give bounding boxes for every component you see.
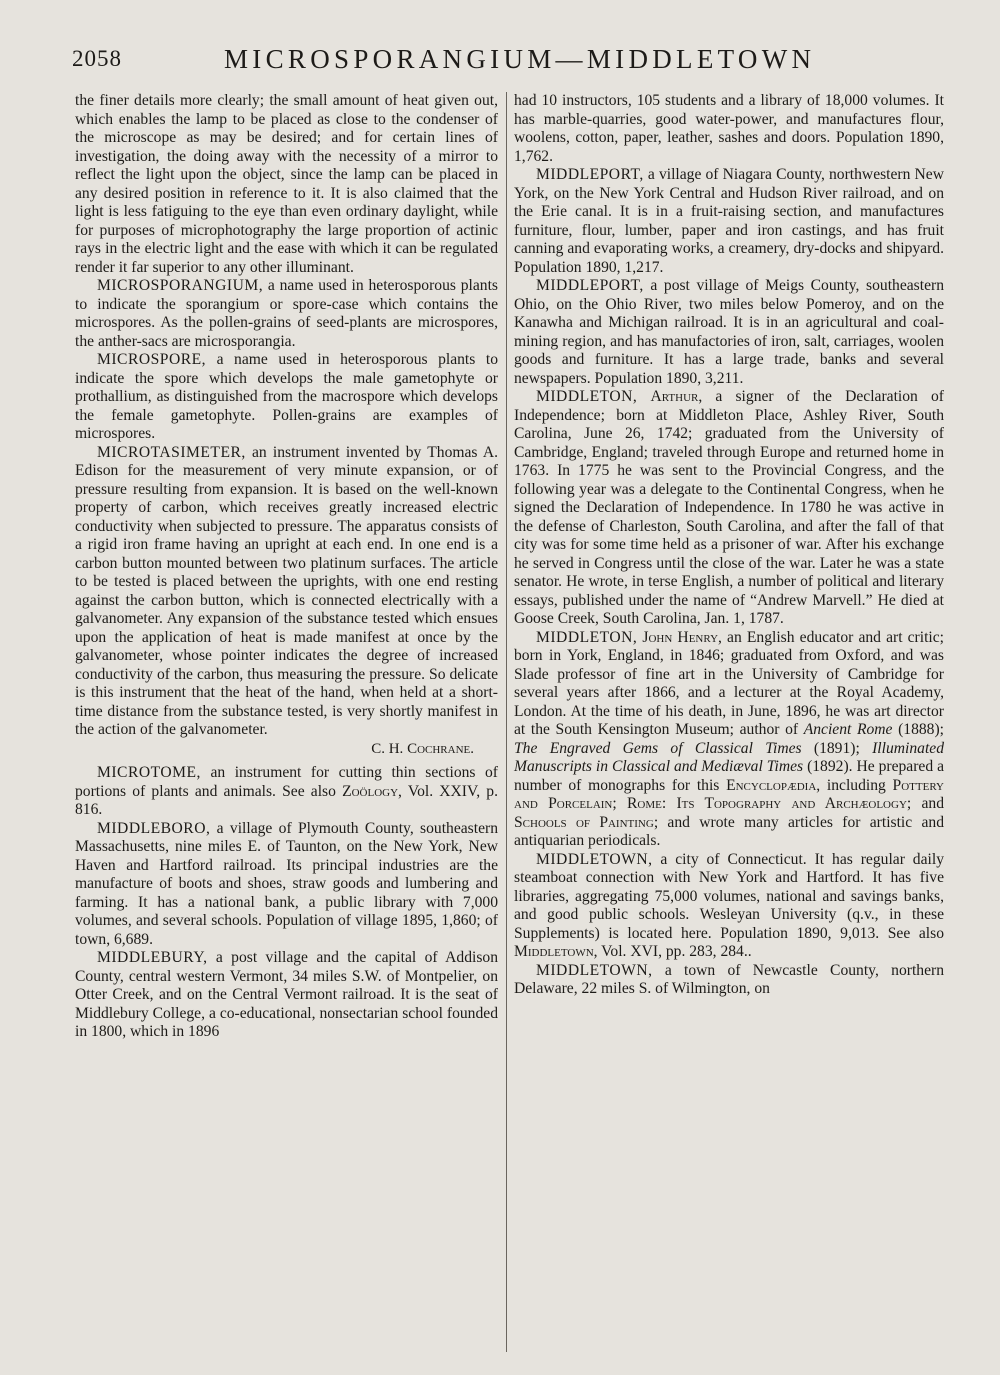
entry-text: ; and: [906, 795, 945, 812]
entry-text: (1891);: [801, 739, 873, 757]
entry-middleton-john-henry: [514, 629, 944, 851]
entry-microsporangium: [75, 277, 498, 351]
entry-headword: MIDDLETON,: [536, 628, 638, 646]
entry-text: a post village of Meigs County, southeastern Ohio, on the Ohio River, two miles below Pomeroy, and on the Kanawha and Michigan railroad. It is in an agricultural and coal-mining region, and has manufactories of iron, salt, carriages, woolen goods and furniture. It has a large trade, banks and several newspapers. Population 1890, 3,211.: [514, 277, 944, 387]
page-header: [72, 44, 952, 80]
entry-text: , a signer of the Declaration of Independence; born at Middleton Place, Ashley River, South Carolina, June 26, 1742; graduated from the University of Cambridge, England; traveled through Europe and returned home in 1763. In 1775 he was sent to the Provincial Congress, and the following year was a delegate to the Continental Congress, when he signed the Declaration of Independence. In 1780 he was active in the defense of Charleston, South Carolina, and after the fall of that city was for some time held as a prisoner of war. After his exchange he served in Congress until the close of the war. Later he was a state senator. He wrote, in terse English, a number of political and literary essays, published under the name of “Andrew Marvell.” He died at Goose Creek, South Carolina, Jan. 1, 1787.: [514, 388, 944, 627]
entry-headword: MIDDLEBURY,: [97, 949, 208, 966]
entry-middleport-ny: [514, 166, 944, 277]
entry-person-name: John Henry: [642, 628, 719, 646]
left-column: [75, 92, 498, 1042]
author-signature: [75, 740, 474, 759]
work-title: Ancient Rome: [803, 721, 893, 738]
cross-reference: Schools of Painting: [514, 813, 654, 831]
entry-text: an instrument for cutting thin sections of portions of plants and animals. See also: [75, 764, 498, 800]
entry-text: a town of Newcastle County, northern Delaware, 22 miles S. of Wilmington, on: [514, 961, 944, 997]
entry-headword: MIDDLETON,: [536, 388, 638, 405]
right-column: [514, 92, 944, 999]
entry-middleport-oh: [514, 277, 944, 388]
entry-text: a post village and the capital of Addison County, central western Vermont, 34 miles S.W. of Montpelier, on Otter Creek, and on the Central Vermont railroad. It is the seat of Middlebury College, a co-educational, nonsectarian school founded in 1800, which in 1896: [75, 949, 498, 1040]
entry-headword: MIDDLEPORT,: [536, 277, 644, 294]
paragraph-continuation: had 10 instructors, 105 students and a library of 18,000 volumes. It has marble-quarries, good water-power, and manufactures flour, woolens, cotton, paper, leather, sashes and doors. Population 1890, 1,762.: [514, 92, 944, 165]
entry-middlebury: [75, 949, 498, 1042]
entry-middletown-ct: [514, 851, 944, 962]
entry-text: a village of Plymouth County, southeastern Massachusetts, nine miles E. of Taunton, on the New York, New Haven and Hartford railroad. Its principal industries are the manufacture of boots and shoes, straw goods and lumbering and farming. It has a national bank, a public library with 7,000 volumes, and several schools. Population of village 1895, 1,860; of town, 6,689.: [75, 819, 498, 948]
entry-text: , Vol. XVI, pp. 283, 284..: [593, 943, 752, 960]
entry-headword: MICROTASIMETER,: [97, 443, 246, 461]
entry-microspore: [75, 351, 498, 444]
entry-text: a name used in heterosporous plants to indicate the spore which develops the male gametophyte or prothallium, as distinguished from the macrospore which develops the female gametophyte. Pollen-grains are examples of microspores.: [75, 351, 498, 442]
entry-text: ;: [612, 795, 627, 812]
entry-middletown-de: [514, 962, 944, 999]
paragraph-continuation: the finer details more clearly; the small amount of heat given out, which enables the lamp to be placed as close to the condenser of the microscope as may be desired; and for certain lines of investigation, the doing away with the necessity of a mirror to reflect the light upon the object, since the lamp can be placed in any desired position in reference to it. It is also claimed that the light is less fatiguing to the eye than even ordinary daylight, while for purposes of microphotography the large proportion of actinic rays in the electric light and the ease with which it can be regulated render it far superior to any other illuminant.: [75, 92, 498, 276]
entry-text: (1892). He prepared a number of monographs for this: [514, 758, 944, 794]
column-divider: [506, 92, 507, 1352]
entry-headword: MIDDLETOWN,: [536, 850, 653, 868]
entry-text: a name used in heterosporous plants to indicate the sporangium or spore-case which contains the microspores. As the pollen-grains of seed-plants are microspores, the anther-sacs are microsporangia.: [75, 277, 498, 350]
entry-text: , including: [816, 776, 893, 794]
entry-middleton-arthur: [514, 388, 944, 629]
entry-headword: MICROTOME,: [97, 764, 201, 781]
work-title: The Engraved Gems of Classical Times: [514, 739, 802, 757]
entry-text: a city of Connecticut. It has regular daily steamboat connection with New York and Hartford. It has five libraries, aggregating 75,000 volumes, national and savings banks, and good public schools. Wesleyan University (q.v., in these Supplements) is located here. Population 1890, 9,013. See also: [514, 850, 944, 942]
signature-surname: Cochrane.: [407, 740, 474, 757]
running-title: MICROSPORANGIUM—MIDDLETOWN: [224, 44, 816, 74]
entry-text: , an English educator and art critic; born in York, England, in 1846; graduated from Oxford, and was Slade professor of fine art in the University of Cambridge for several years after 1866, and a lecturer at the Royal Academy, London. At the time of his death, in June, 1896, he was art director at the South Kensington Museum; author of: [514, 628, 944, 738]
entry-text: an instrument invented by Thomas A. Edison for the measurement of very minute expansion, or of pressure resulting from expansion. It is based on the well-known property of carbon, which receives greatly increased electric conductivity when subjected to pressure. The apparatus consists of a rigid iron frame having an upright at each end. In one end is a carbon button mounted between two platinum surfaces. The article to be tested is placed between the uprights, with one end resting against the carbon button, which is connected electrically with a galvanometer. Any expansion of the substance tested which ensues upon the application of heat is made manifest at once by the galvanometer, whose pointer indicates the degree of increased conductivity of the carbon, thus measuring the pressure. So delicate is this instrument that the heat of the hand, when held at a short-time distance from the substance tested, is very shortly manifest in the action of the galvanometer.: [75, 443, 498, 738]
entry-text: , Vol. XXIV, p. 816.: [75, 782, 498, 818]
entry-middleboro: [75, 820, 498, 950]
cross-reference: Rome: Its Topography and Archæology: [627, 795, 907, 812]
page-number: 2058: [72, 46, 122, 71]
entry-headword: MICROSPORANGIUM,: [97, 277, 264, 294]
entry-microtasimeter: [75, 444, 498, 740]
entry-person-name: Arthur: [650, 388, 699, 405]
work-title: Illuminated Manuscripts in Classical and Mediæval Times: [514, 739, 945, 775]
entry-headword: MICROSPORE,: [97, 351, 207, 368]
entry-text: a village of Niagara County, northwestern New York, on the New York Central and Hudson River railroad, and on the Erie canal. It is in a fruit-raising section, and manufactures furniture, flour, lumber, paper and iron castings, and has fruit canning and evaporating works, a creamery, dry-docks and shipyard. Population 1890, 1,217.: [514, 166, 944, 276]
entry-headword: MIDDLETOWN,: [536, 961, 653, 979]
cross-reference: Zoölogy: [342, 782, 399, 800]
entry-text: (1888);: [892, 721, 944, 738]
entry-text: ; and wrote many articles for artistic and antiquarian periodicals.: [514, 813, 944, 849]
cross-reference: Middletown: [514, 943, 594, 960]
cross-reference: Pottery and Porcelain: [514, 776, 944, 812]
entry-microtome: [75, 764, 498, 820]
entry-headword: MIDDLEPORT,: [536, 166, 644, 183]
cross-reference: Encyclopædia: [726, 776, 817, 794]
signature-initials: C. H.: [371, 740, 408, 757]
entry-headword: MIDDLEBORO,: [97, 819, 211, 837]
